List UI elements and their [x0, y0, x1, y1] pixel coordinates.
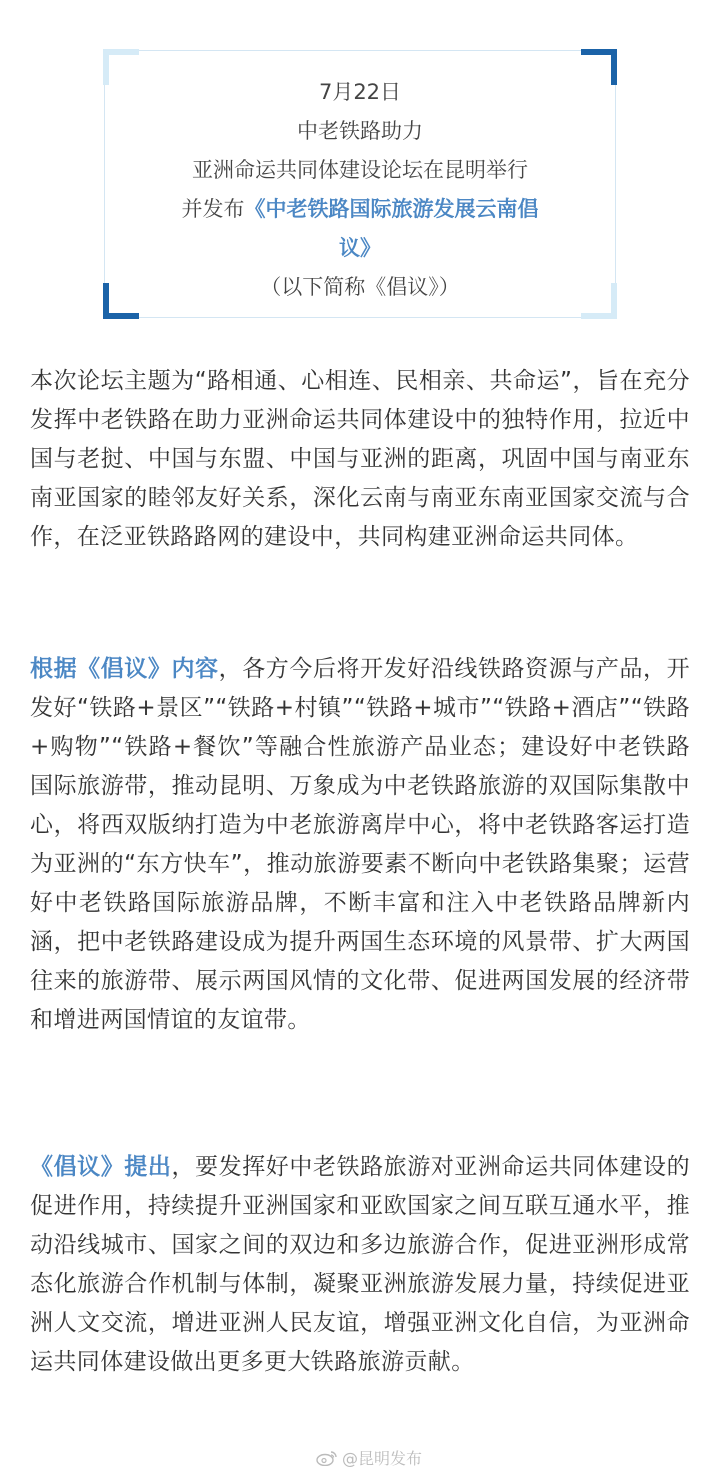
weibo-icon: [316, 1450, 338, 1466]
paragraph-lead: 《倡议》提出: [30, 1154, 172, 1180]
header-line6: （以下简称《倡议》）: [260, 275, 460, 299]
header-date: 7月22日: [318, 80, 402, 104]
header-line5-highlight: 议》: [339, 236, 381, 260]
header-text: [105, 73, 615, 307]
header-line4-prefix: 并发布: [181, 197, 245, 221]
paragraph-initiative-proposal: [30, 1148, 690, 1382]
header-line4: [105, 190, 615, 229]
header-box: [104, 50, 616, 318]
paragraph-body: ，各方今后将开发好沿线铁路资源与产品，开发好“铁路+景区”“铁路+村镇”“铁路+城市”“铁路+酒店”“铁路+购物”“铁路+餐饮”等融合性旅游产品业态；建设好中老铁路国际旅游带，推动昆明、万象成为中老铁路旅游的双国际集散中心，将西双版纳打造为中老旅游离岸中心，将中老铁路客运打造为亚洲的“东方快车”，推动旅游要素不断向中老铁路集聚；运营好中老铁路国际旅游品牌，不断丰富和注入中老铁路品牌新内涵，把中老铁路建设成为提升两国生态环境的风景带、扩大两国往来的旅游带、展示两国风情的文化带、促进两国发展的经济带和增进两国情谊的友谊带。: [30, 656, 691, 1033]
header-line4-highlight: 《中老铁路国际旅游发展云南倡: [244, 197, 539, 221]
watermark-text: @昆明发布: [341, 1449, 422, 1468]
header-line3: 亚洲命运共同体建设论坛在昆明举行: [192, 158, 528, 182]
watermark: [316, 1446, 422, 1469]
paragraph-initiative-content: [30, 650, 690, 1040]
paragraph-body: ，要发挥好中老铁路旅游对亚洲命运共同体建设的促进作用，持续提升亚洲国家和亚欧国家之间互联互通水平，推动沿线城市、国家之间的双边和多边旅游合作，促进亚洲形成常态化旅游合作机制与体制，凝聚亚洲旅游发展力量，持续促进亚洲人文交流，增进亚洲人民友谊，增强亚洲文化自信，为亚洲命运共同体建设做出更多更大铁路旅游贡献。: [30, 1154, 690, 1375]
paragraph-lead: 根据《倡议》内容: [30, 656, 219, 682]
header-line2: 中老铁路助力: [297, 119, 423, 143]
paragraph-forum-theme: 本次论坛主题为“路相通、心相连、民相亲、共命运”，旨在充分发挥中老铁路在助力亚洲命运共同体建设中的独特作用，拉近中国与老挝、中国与东盟、中国与亚洲的距离，巩固中国与南亚东南亚国家的睦邻友好关系，深化云南与南亚东南亚国家交流与合作，在泛亚铁路路网的建设中，共同构建亚洲命运共同体。: [30, 368, 690, 550]
